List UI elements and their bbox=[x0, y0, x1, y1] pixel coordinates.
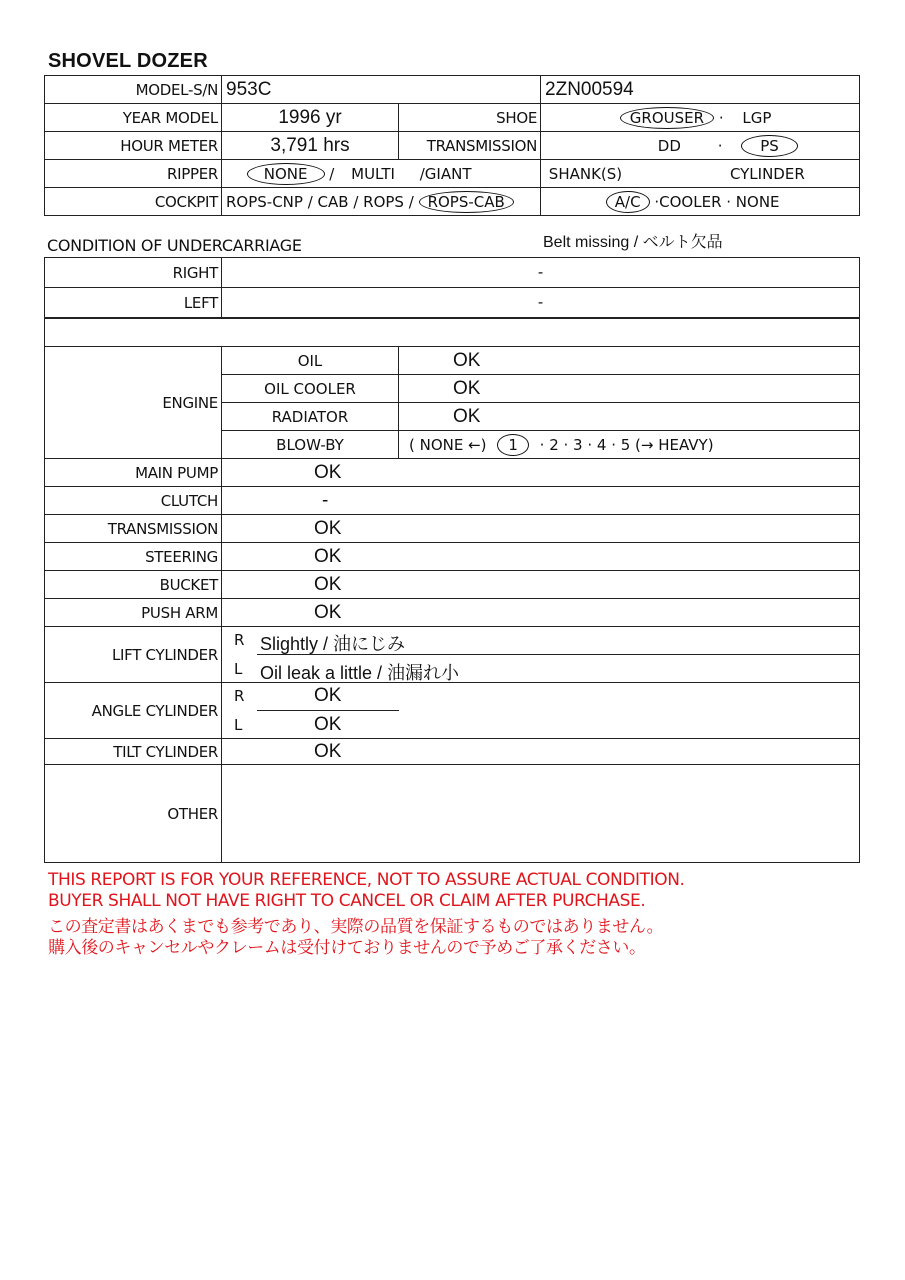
shoe-lgp: LGP bbox=[742, 108, 772, 127]
undercarriage-left-row bbox=[45, 288, 860, 318]
undercarriage-right-value: - bbox=[222, 258, 860, 288]
radiator-label: RADIATOR bbox=[222, 403, 399, 431]
ripper-multi: MULTI bbox=[351, 164, 395, 183]
undercarriage-heading: CONDITION OF UNDERCARRIAGE bbox=[47, 236, 302, 255]
model-row bbox=[45, 76, 860, 104]
cockpit-option-list: ROPS-CNP / CAB / ROPS / bbox=[226, 192, 414, 211]
push-arm-value: OK bbox=[222, 599, 860, 627]
push-arm-label: PUSH ARM bbox=[45, 599, 222, 627]
oil-cooler-value: OK bbox=[399, 375, 860, 403]
transmission-insp-label: TRANSMISSION bbox=[45, 515, 222, 543]
main-pump-row bbox=[45, 459, 860, 487]
other-value bbox=[222, 765, 860, 863]
cylinder-label: CYLINDER bbox=[729, 164, 805, 183]
cockpit-options bbox=[222, 188, 541, 216]
oil-cooler-label: OIL COOLER bbox=[222, 375, 399, 403]
other-row bbox=[45, 765, 860, 863]
cockpit-label: COCKPIT bbox=[45, 188, 222, 216]
lift-l-value: Oil leak a little / 油漏れ小 bbox=[260, 663, 460, 683]
spacer-row bbox=[45, 319, 860, 347]
shoe-grouser-selected: GROUSER bbox=[620, 107, 714, 129]
disclaimer-line-4: 購入後のキャンセルやクレームは受付けておりませんので予めご了承ください。 bbox=[48, 938, 646, 958]
angle-divider bbox=[257, 710, 399, 711]
hour-row bbox=[45, 132, 860, 160]
lift-cylinder-values bbox=[222, 627, 860, 683]
ac-rest: ·COOLER · NONE bbox=[654, 192, 780, 211]
undercarriage-left-value: - bbox=[222, 288, 860, 318]
engine-oil-row bbox=[45, 347, 860, 375]
steering-value: OK bbox=[222, 543, 860, 571]
year-row bbox=[45, 104, 860, 132]
disclaimer-line-2: BUYER SHALL NOT HAVE RIGHT TO CANCEL OR CLAIM AFTER PURCHASE. bbox=[48, 891, 646, 911]
ripper-label: RIPPER bbox=[45, 160, 222, 188]
other-label: OTHER bbox=[45, 765, 222, 863]
bucket-label: BUCKET bbox=[45, 571, 222, 599]
undercarriage-left-label: LEFT bbox=[45, 288, 222, 318]
angle-r-value: OK bbox=[314, 685, 342, 706]
shoe-options bbox=[541, 104, 860, 132]
transmission-row bbox=[45, 515, 860, 543]
clutch-label: CLUTCH bbox=[45, 487, 222, 515]
trans-ps-selected: PS bbox=[741, 135, 798, 157]
model-value: 953C bbox=[222, 76, 541, 104]
disclaimer-line-3: この査定書はあくまでも参考であり、実際の品質を保証するものではありません。 bbox=[48, 917, 664, 937]
lift-r-value: Slightly / 油にじみ bbox=[260, 634, 406, 654]
blowby-label: BLOW-BY bbox=[222, 431, 399, 459]
angle-l-value: OK bbox=[314, 714, 342, 735]
ac-options bbox=[541, 188, 860, 216]
ripper-row bbox=[45, 160, 860, 188]
clutch-value: - bbox=[222, 487, 860, 515]
blowby-selected: 1 bbox=[497, 434, 529, 456]
bucket-row bbox=[45, 571, 860, 599]
clutch-row bbox=[45, 487, 860, 515]
ripper-options bbox=[222, 160, 541, 188]
push-arm-row bbox=[45, 599, 860, 627]
tilt-cylinder-value: OK bbox=[222, 739, 860, 765]
cockpit-rops-cab-selected: ROPS-CAB bbox=[419, 191, 514, 213]
hour-label: HOUR METER bbox=[45, 132, 222, 160]
year-label: YEAR MODEL bbox=[45, 104, 222, 132]
shoe-separator: · bbox=[718, 108, 724, 127]
ripper-separator: / bbox=[329, 164, 335, 183]
model-sn-label: MODEL-S/N bbox=[45, 76, 222, 104]
machine-info-table bbox=[44, 75, 860, 216]
angle-cylinder-row bbox=[45, 683, 860, 739]
year-value: 1996 yr bbox=[222, 104, 399, 132]
main-pump-value: OK bbox=[222, 459, 860, 487]
page-title: SHOVEL DOZER bbox=[48, 50, 208, 72]
disclaimer-line-1: THIS REPORT IS FOR YOUR REFERENCE, NOT TO ASSURE ACTUAL CONDITION. bbox=[48, 870, 685, 890]
tilt-cylinder-row bbox=[45, 739, 860, 765]
oil-value: OK bbox=[399, 347, 860, 375]
inspection-table bbox=[44, 318, 860, 863]
angle-r-marker: R bbox=[234, 687, 245, 705]
undercarriage-right-row bbox=[45, 258, 860, 288]
lift-cylinder-row bbox=[45, 627, 860, 683]
main-pump-label: MAIN PUMP bbox=[45, 459, 222, 487]
trans-separator: · bbox=[717, 136, 723, 155]
trans-dd: DD bbox=[657, 136, 681, 155]
ripper-none-selected: NONE bbox=[247, 163, 325, 185]
angle-cylinder-values bbox=[222, 683, 860, 739]
spacer-cell bbox=[45, 319, 860, 347]
transmission-options bbox=[541, 132, 860, 160]
shoe-label: SHOE bbox=[399, 104, 541, 132]
belt-missing-note: Belt missing / ベルト欠品 bbox=[543, 234, 723, 251]
bucket-value: OK bbox=[222, 571, 860, 599]
tilt-cylinder-label: TILT CYLINDER bbox=[45, 739, 222, 765]
lift-l-marker: L bbox=[234, 660, 243, 678]
serial-value: 2ZN00594 bbox=[541, 76, 860, 104]
radiator-value: OK bbox=[399, 403, 860, 431]
blowby-rest: · 2 · 3 · 4 · 5 (→ HEAVY) bbox=[539, 435, 714, 454]
ac-selected: A/C bbox=[606, 191, 650, 213]
transmission-label: TRANSMISSION bbox=[399, 132, 541, 160]
steering-row bbox=[45, 543, 860, 571]
blowby-none: ( NONE ←) bbox=[409, 435, 487, 454]
shank-label: SHANK(S) bbox=[548, 164, 623, 183]
transmission-insp-value: OK bbox=[222, 515, 860, 543]
hour-value: 3,791 hrs bbox=[222, 132, 399, 160]
lift-r-marker: R bbox=[234, 631, 245, 649]
cockpit-row bbox=[45, 188, 860, 216]
undercarriage-table bbox=[44, 257, 860, 318]
lift-cylinder-label: LIFT CYLINDER bbox=[45, 627, 222, 683]
lift-divider bbox=[257, 654, 859, 655]
blowby-scale bbox=[399, 431, 860, 459]
ripper-giant: /GIANT bbox=[419, 164, 472, 183]
engine-label: ENGINE bbox=[45, 347, 222, 459]
angle-cylinder-label: ANGLE CYLINDER bbox=[45, 683, 222, 739]
undercarriage-right-label: RIGHT bbox=[45, 258, 222, 288]
steering-label: STEERING bbox=[45, 543, 222, 571]
angle-l-marker: L bbox=[234, 716, 243, 734]
oil-label: OIL bbox=[222, 347, 399, 375]
shank-options bbox=[541, 160, 860, 188]
